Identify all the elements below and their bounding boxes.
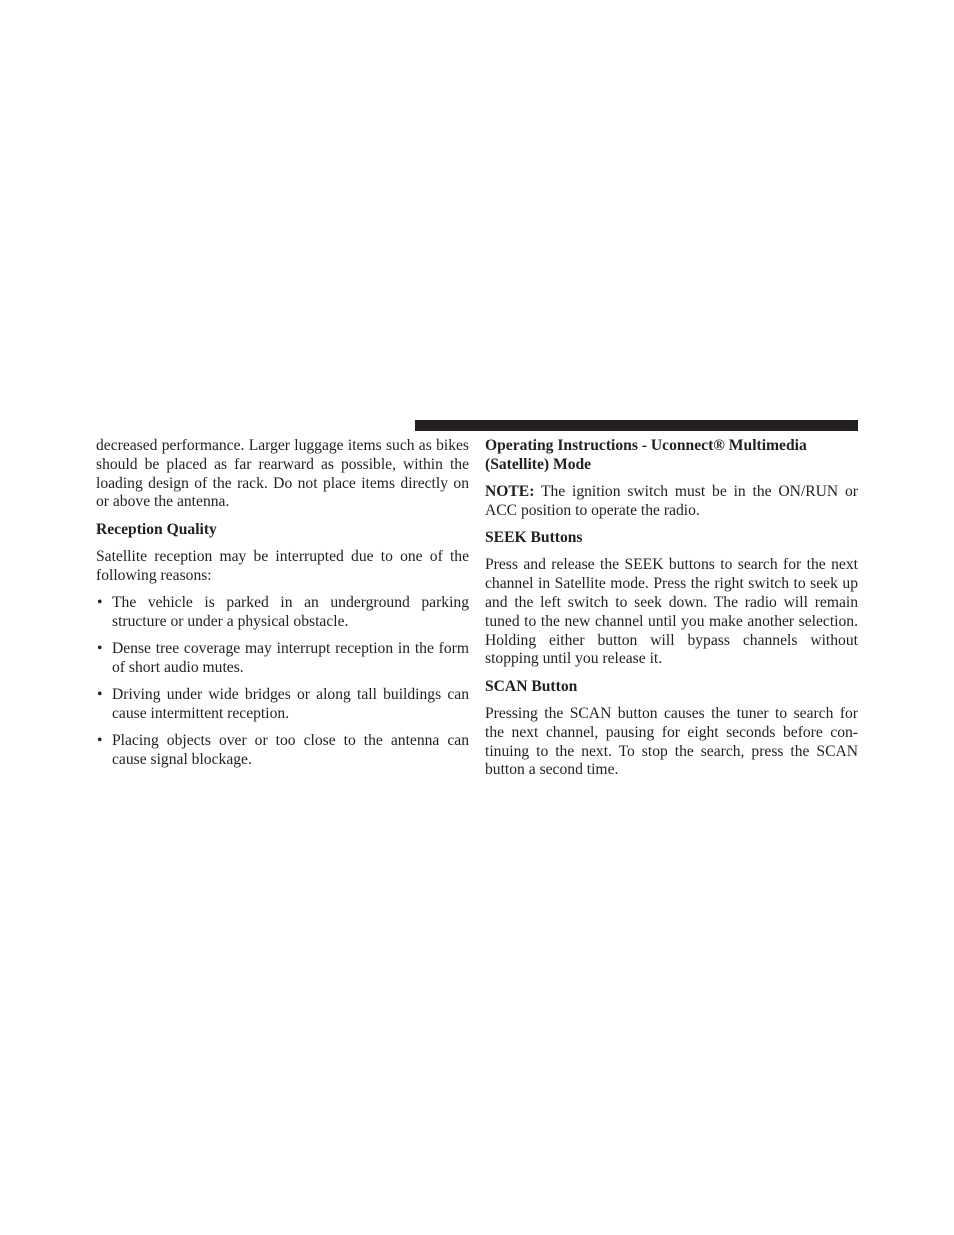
seek-buttons-heading: SEEK Buttons — [485, 529, 583, 547]
note-label: NOTE: — [485, 483, 535, 501]
scan-button-heading: SCAN Button — [485, 677, 578, 695]
list-item — [96, 594, 469, 632]
list-item — [96, 732, 469, 770]
intro-paragraph: decreased performance. Larger luggage items such as bikes should be placed as far rearward as possible, within the loading design of the rack. Do not place items directly on or above the antenna. — [96, 437, 469, 511]
note-paragraph — [485, 483, 858, 521]
reception-reasons-list — [96, 594, 469, 770]
reception-quality-paragraph: Satellite reception may be interrupted due to one of the following reasons: — [96, 547, 469, 584]
reception-quality-heading: Reception Quality — [96, 520, 217, 538]
right-column — [485, 437, 858, 780]
list-item-text: Placing objects over or too close to the antenna can cause signal blockage. — [112, 732, 469, 769]
note-text: The ignition switch must be in the ON/RUN or ACC position to operate the radio. — [485, 483, 858, 519]
seek-buttons-paragraph: Press and release the SEEK buttons to search for the next channel in Satellite mode. Press the right switch to seek up and the left switch to seek down. The radio will remain tuned to the new channel until you make another selection. Holding either button will bypass channels without stopping until you release it. — [485, 556, 858, 668]
list-item-text: Driving under wide bridges or along tall buildings can cause intermittent reception. — [112, 686, 469, 723]
bullet-glyph: • — [97, 640, 103, 658]
left-column — [96, 437, 469, 770]
bullet-glyph: • — [97, 686, 103, 704]
list-item — [96, 640, 469, 678]
bullet-glyph: • — [97, 594, 103, 612]
section-header-bar — [415, 420, 858, 431]
list-item-text: Dense tree coverage may interrupt reception in the form of short audio mutes. — [112, 640, 469, 676]
list-item-text: The vehicle is parked in an underground parking structure or under a physical obstacle. — [112, 594, 469, 630]
scan-button-paragraph: Pressing the SCAN button causes the tuner to search for the next channel, pausing for eight seconds before con- tinuing to the next. To stop the search, press the SCAN button a second time. — [485, 705, 858, 779]
list-item — [96, 686, 469, 724]
operating-instructions-heading: Operating Instructions - Uconnect® Multimedia (Satellite) Mode — [485, 437, 807, 473]
bullet-glyph: • — [97, 732, 103, 750]
